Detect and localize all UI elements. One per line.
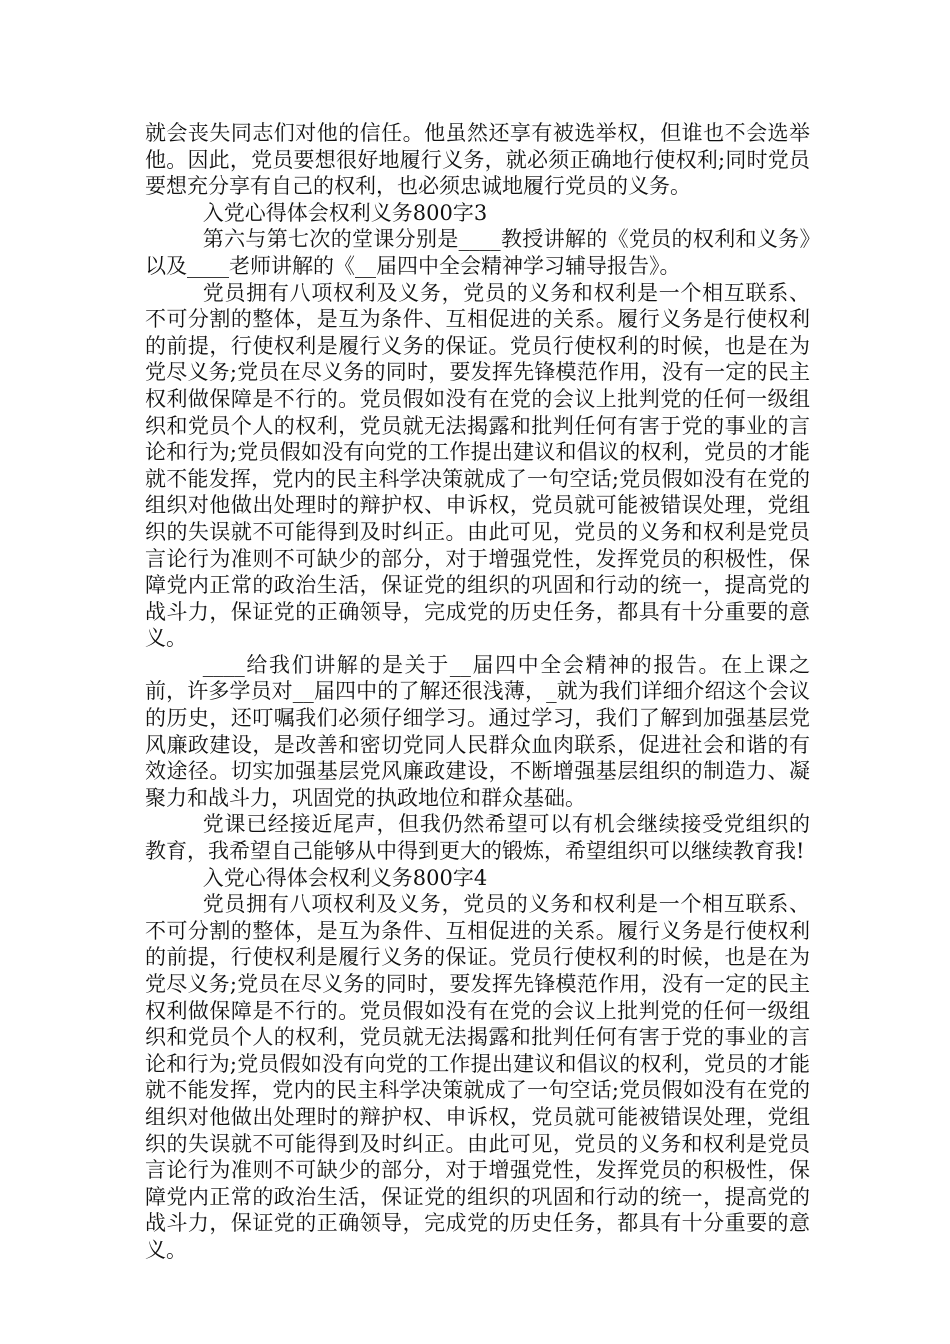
paragraph-rights-duties-repeat: 党员拥有八项权利及义务，党员的义务和权利是一个相互联系、不可分割的整体，是互为条件、互相促进的关系。履行义务是行使权利的前提，行使权利是履行义务的保证。党员行使权利的时候，也是在为党尽义务;党员在尽义务的同时，要发挥先锋模范作用，没有一定的民主权利做保障是不行的。党员假如没有在党的会议上批判党的任何一级组织和党员个人的权利，党员就无法揭露和批判任何有害于党的事业的言论和行为;党员假如没有向党的工作提出建议和倡议的权利，党员的才能就不能发挥，党内的民主科学决策就成了一句空话;党员假如没有在党的组织对他做出处理时的辩护权、申诉权，党员就可能被错误处理，党组织的失误就不可能得到及时纠正。由此可见，党员的义务和权利是党员言论行为准则不可缺少的部分，对于增强党性，发挥党员的积极性，保障党内正常的政治生活，保证党的组织的巩固和行动的统一，提高党的战斗力，保证党的正确领导，完成党的历史任务，都具有十分重要的意义。 bbox=[145, 892, 810, 1262]
section-heading-4: 入党心得体会权利义务800字4 bbox=[202, 865, 488, 890]
paragraph-rights-duties: 党员拥有八项权利及义务，党员的义务和权利是一个相互联系、不可分割的整体，是互为条件、互相促进的关系。履行义务是行使权利的前提，行使权利是履行义务的保证。党员行使权利的时候，也是在为党尽义务;党员在尽义务的同时，要发挥先锋模范作用，没有一定的民主权利做保障是不行的。党员假如没有在党的会议上批判党的任何一级组织和党员个人的权利，党员就无法揭露和批判任何有害于党的事业的言论和行为;党员假如没有向党的工作提出建议和倡议的权利，党员的才能就不能发挥，党内的民主科学决策就成了一句空话;党员假如没有在党的组织对他做出处理时的辩护权、申诉权，党员就可能被错误处理，党组织的失误就不可能得到及时纠正。由此可见，党员的义务和权利是党员言论行为准则不可缺少的部分，对于增强党性，发挥党员的积极性，保障党内正常的政治生活，保证党的组织的巩固和行动的统一，提高党的战斗力，保证党的正确领导，完成党的历史任务，都具有十分重要的意义。 bbox=[145, 280, 810, 651]
paragraph-continuation: 就会丧失同志们对他的信任。他虽然还享有被选举权，但谁也不会选举他。因此，党员要想很好地履行义务，就必须正确地行使权利;同时党员要想充分享有自己的权利，也必须忠诚地履行党员的义务。 bbox=[145, 121, 810, 199]
section-heading-3: 入党心得体会权利义务800字3 bbox=[202, 200, 488, 225]
document-page bbox=[145, 120, 810, 1264]
paragraph-closing: 党课已经接近尾声，但我仍然希望可以有机会继续接受党组织的教育，我希望自己能够从中得到更大的锻炼，希望组织可以继续教育我! bbox=[145, 812, 810, 864]
paragraph-course-intro: 第六与第七次的堂课分别是____教授讲解的《党员的权利和义务》以及____老师讲解的《__届四中全会精神学习辅导报告》。 bbox=[145, 227, 810, 278]
paragraph-plenary-report: ____给我们讲解的是关于__届四中全会精神的报告。在上课之前，许多学员对__届四中的了解还很浅薄，_就为我们详细介绍这个会议的历史，还叮嘱我们必须仔细学习。通过学习，我们了解到加强基层党风廉政建设，是改善和密切党同人民群众血肉联系，促进社会和谐的有效途径。切实加强基层党风廉政建设，不断增强基层组织的制造力、凝聚力和战斗力，巩固党的执政地位和群众基础。 bbox=[145, 652, 810, 810]
